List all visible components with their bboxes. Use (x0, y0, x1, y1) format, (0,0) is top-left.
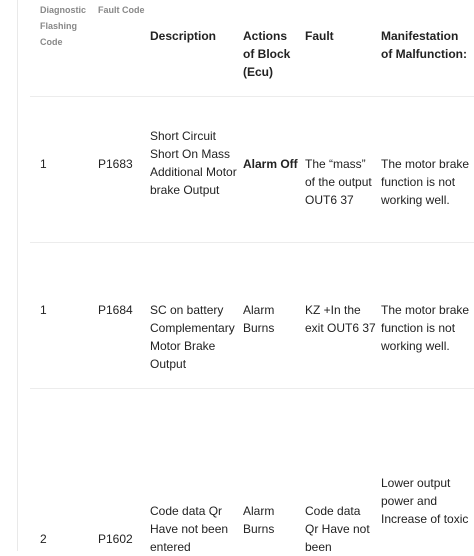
cell-description: Short Circuit Short On Mass Additional Motor brake Output (150, 129, 237, 197)
cell-description: SC on battery Complementary Motor Brake Output (150, 303, 235, 371)
row-divider (30, 388, 474, 389)
header-fault: Fault (305, 29, 334, 43)
cell-fault-code: P1684 (98, 303, 133, 317)
header-actions-of-block: Actions of Block (Ecu) (243, 29, 291, 79)
cell-action: Alarm Burns (243, 303, 275, 335)
page-left-border (17, 0, 18, 551)
cell-fault: KZ +In the exit OUT6 37 (305, 303, 376, 335)
header-diagnostic-flashing-code: Diagnostic Flashing Code (40, 5, 87, 47)
cell-flash-code: 2 (40, 532, 47, 546)
header-manifestation: Manifestation of Malfunction: (381, 29, 467, 61)
cell-flash-code: 1 (40, 157, 47, 171)
header-fault-code: Fault Code (98, 5, 145, 15)
cell-manifestation: The motor brake function is not working well. (381, 157, 470, 207)
header-description: Description (150, 29, 217, 43)
cell-action: Alarm Burns (243, 504, 275, 536)
cell-manifestation: The motor brake function is not working well. (381, 303, 470, 353)
cell-fault-code: P1683 (98, 157, 133, 171)
cell-description: Code data Qr Have not been entered (150, 504, 229, 554)
row-divider (30, 242, 474, 243)
cell-fault: The “mass” of the output OUT6 37 (305, 157, 372, 207)
cell-action: Alarm Off (243, 157, 298, 171)
cell-fault: Code data Qr Have not been (305, 504, 370, 554)
cell-flash-code: 1 (40, 303, 47, 317)
cell-manifestation: Lower output power and Increase of toxic (381, 476, 469, 526)
cell-fault-code: P1602 (98, 532, 133, 546)
row-divider (30, 96, 474, 97)
